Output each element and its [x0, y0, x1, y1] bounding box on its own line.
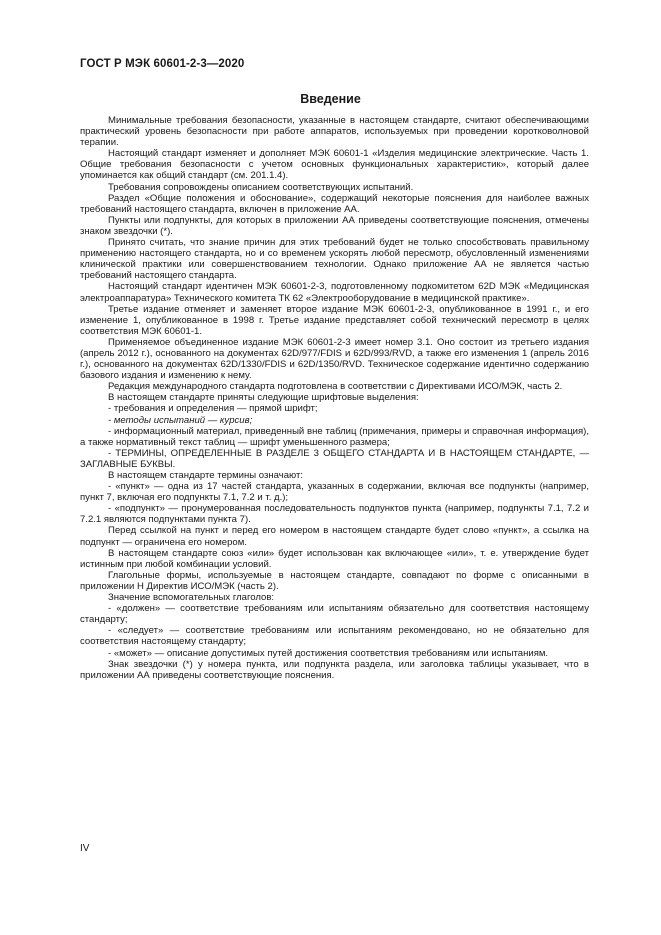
paragraph: В настоящем стандарте термины означают: — [108, 470, 303, 481]
paragraph: Пункты или подпункты, для которых в приложении АА приведены соответствующие пояснения, отмечены знаком звездочки (*). — [80, 214, 589, 237]
list-item: - информационный материал, приведенный вне таблиц (примечания, примеры и справочная информация), а также нормативный текст таблиц — шрифт уменьшенного размера; — [80, 425, 589, 448]
body-text — [80, 115, 589, 681]
list-item: - «следует» — соответствие требованиям или испытаниям рекомендовано, но не обязательно для соответствия настоящему стандарту; — [80, 625, 589, 648]
paragraph: Редакция международного стандарта подготовлена в соответствии с Директивами ИСО/МЭК, часть 2. — [108, 381, 563, 393]
paragraph: Требования сопровождены описанием соответствующих испытаний. — [108, 181, 414, 193]
paragraph: Перед ссылкой на пункт и перед его номером в настоящем стандарте будет слово «пункт», а ссылка на подпункт — ограничена его номером. — [80, 525, 589, 548]
list-item: - «пункт» — одна из 17 частей стандарта, указанных в содержании, включая все подпункты (например, пункт 7, включая его подпункты 7.1, 7.2 и т. д.); — [80, 481, 589, 504]
paragraph: Знак звездочки (*) у номера пункта, или подпункта раздела, или заголовка таблицы указывает, что в приложении АА приведены соответствующие пояснения. — [80, 658, 589, 681]
paragraph: В настоящем стандарте приняты следующие шрифтовые выделения: — [108, 392, 419, 404]
list-item: - методы испытаний — курсив; — [108, 414, 253, 426]
paragraph: Минимальные требования безопасности, указанные в настоящем стандарте, считают обеспечивающими практический уровень безопасности при работе аппаратов, используемых при проведении коротковолновой терапии. — [80, 115, 589, 149]
paragraph: Раздел «Общие положения и обоснование», содержащий некоторые пояснения для наиболее важных требований настоящего стандарта, включен в приложение АА. — [80, 192, 589, 215]
paragraph: В настоящем стандарте союз «или» будет использован как включающее «или», т. е. утверждение будет истинным при любой комбинации условий. — [80, 547, 589, 570]
paragraph: Глагольные формы, используемые в настоящем стандарте, совпадают по форме с описанными в приложении Н Директив ИСО/МЭК (часть 2). — [80, 569, 589, 592]
paragraph: Третье издание отменяет и заменяет второе издание МЭК 60601-2-3, опубликованное в 1991 г., и его изменение 1, опубликованное в 1998 г. Третье издание представляет собой технический пересмотр в целях соответствия МЭК 60601-1. — [80, 303, 589, 337]
paragraph: Принято считать, что знание причин для этих требований будет не только способствовать правильному применению настоящего стандарта, но и со временем ускорять любой пересмотр, обусловленный изменениями клинической практики или совершенствованием технологии. Однако приложение АА не является частью требований настоящего стандарта. — [80, 237, 589, 282]
list-item: - «может» — описание допустимых путей достижения соответствия требованиям или испытаниям. — [108, 647, 549, 659]
list-item: - «должен» — соответствие требованиям или испытаниям обязательно для соответствия настоящему стандарту; — [80, 603, 589, 626]
paragraph: Применяемое объединенное издание МЭК 60601-2-3 имеет номер 3.1. Оно состоит из третьего издания (апрель 2012 г.), основанного на документах 62D/977/FDIS и 62D/993/RVD, а также его изменения 1 (апрель 2016 г.), основанного на документах 62D/1330/FDIS и 62D/1350/RVD. Техническое содержание идентично содержанию базового издания и изменению к нему. — [80, 336, 589, 382]
list-item: - ТЕРМИНЫ, ОПРЕДЕЛЕННЫЕ В РАЗДЕЛЕ 3 ОБЩЕГО СТАНДАРТА И В НАСТОЯЩЕМ СТАНДАРТЕ, — ЗАГЛАВНЫЕ БУКВЫ. — [80, 447, 589, 470]
document-header: ГОСТ Р МЭК 60601-2-3—2020 — [80, 58, 245, 70]
list-item: - требования и определения — прямой шрифт; — [108, 403, 318, 415]
paragraph: Настоящий стандарт изменяет и дополняет МЭК 60601-1 «Изделия медицинские электрические. Часть 1. Общие требования безопасности с учетом основных функциональных характеристик», который далее упоминается как общий стандарт (см. 201.1.4). — [80, 148, 589, 182]
paragraph: Настоящий стандарт идентичен МЭК 60601-2-3, подготовленному подкомитетом 62D МЭК «Медицинская электроаппаратура» Технического комитета ТК 62 «Электрооборудование в медицинской практике». — [80, 281, 589, 304]
list-item: - «подпункт» — пронумерованная последовательность подпунктов пункта (например, подпункты 7.1, 7.2 и 7.2.1 являются подпунктами пункта 7). — [80, 503, 589, 526]
paragraph: Значение вспомогательных глаголов: — [108, 592, 275, 604]
section-title: Введение — [300, 92, 361, 106]
page-number: IV — [80, 843, 90, 854]
